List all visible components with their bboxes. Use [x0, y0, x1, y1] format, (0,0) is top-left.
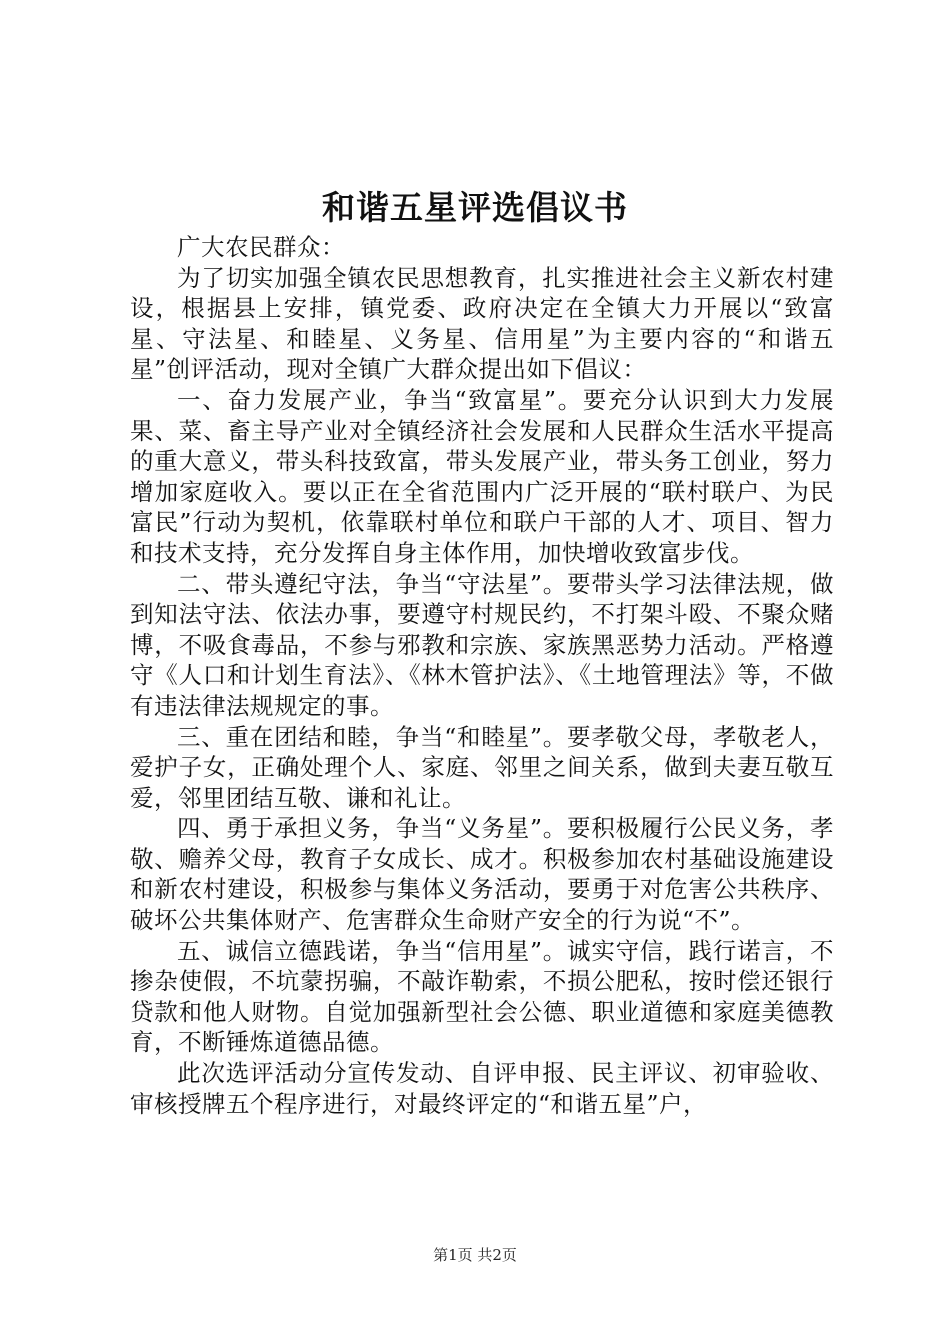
paragraph-intro: 为了切实加强全镇农民思想教育，扎实推进社会主义新农村建设，根据县上安排，镇党委、政府决定在全镇大力开展以“致富星、守法星、和睦星、义务星、信用星”为主要内容的“和谐五星”创评活动，现对全镇广大群众提出如下倡议：: [130, 263, 834, 384]
page-footer: 第1页 共2页: [433, 1246, 517, 1264]
paragraph-duty-star: 四、勇于承担义务，争当“义务星”。要积极履行公民义务，孝敬、赡养父母，教育子女成长、成才。积极参加农村基础设施建设和新农村建设，积极参与集体义务活动，要勇于对危害公共秩序、破坏公共集体财产、危害群众生命财产安全的行为说“不”。: [130, 814, 834, 935]
document-body: [130, 232, 834, 1119]
paragraph-wealth-star: 一、奋力发展产业，争当“致富星”。要充分认识到大力发展果、菜、畜主导产业对全镇经济社会发展和人民群众生活水平提高的重大意义，带头科技致富，带头发展产业，带头务工创业，努力增加家庭收入。要以正在全省范围内广泛开展的“联村联户、为民富民”行动为契机，依靠联村单位和联户干部的人才、项目、智力和技术支持，充分发挥自身主体作用，加快增收致富步伐。: [130, 385, 834, 567]
paragraph-law-star: 二、带头遵纪守法，争当“守法星”。要带头学习法律法规，做到知法守法、依法办事，要遵守村规民约，不打架斗殴、不聚众赌博，不吸食毒品，不参与邪教和宗族、家族黑恶势力活动。严格遵守《人口和计划生育法》、《林木管护法》、《土地管理法》等，不做有违法律法规规定的事。: [130, 569, 834, 720]
paragraph-harmony-star: 三、重在团结和睦，争当“和睦星”。要孝敬父母，孝敬老人，爱护子女，正确处理个人、家庭、邻里之间关系，做到夫妻互敬互爱，邻里团结互敬、谦和礼让。: [130, 722, 834, 812]
paragraph-process: 此次选评活动分宣传发动、自评申报、民主评议、初审验收、审核授牌五个程序进行，对最终评定的“和谐五星”户，: [130, 1059, 834, 1118]
salutation: 广大农民群众：: [177, 233, 345, 261]
document-title: 和谐五星评选倡议书: [322, 188, 628, 227]
paragraph-credit-star: 五、诚信立德践诺，争当“信用星”。诚实守信，践行诺言，不掺杂使假，不坑蒙拐骗，不敲诈勒索，不损公肥私，按时偿还银行贷款和他人财物。自觉加强新型社会公德、职业道德和家庭美德教育，不断锤炼道德品德。: [130, 936, 834, 1057]
